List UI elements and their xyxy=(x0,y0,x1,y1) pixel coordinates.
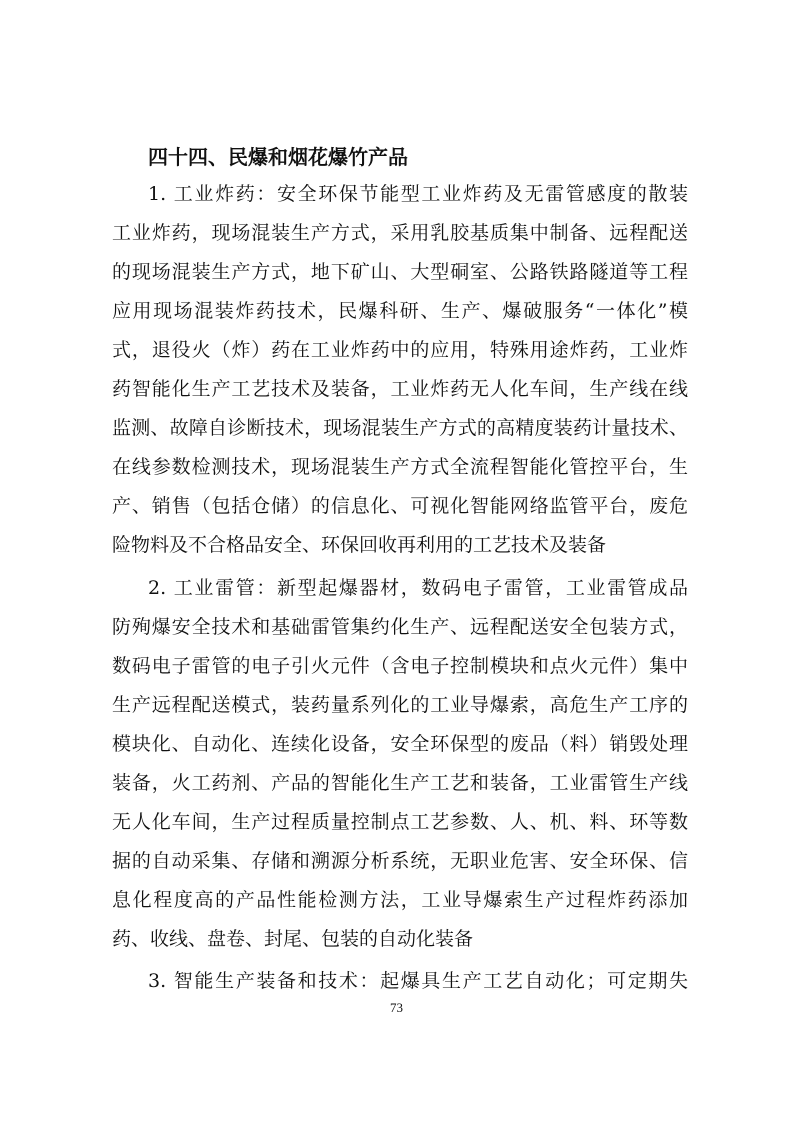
page-number: 73 xyxy=(390,1000,403,1015)
text-line: 药智能化生产工艺技术及装备，工业炸药无人化车间，生产线在线 xyxy=(112,378,688,400)
text-line: 1. 工业炸药：安全环保节能型工业炸药及无雷管感度的散装 xyxy=(148,183,688,205)
text-line: 模块化、自动化、连续化设备，安全环保型的废品（料）销毁处理 xyxy=(112,733,688,755)
section-heading: 四十四、民爆和烟花爆竹产品 xyxy=(148,145,408,169)
text-line: 防殉爆安全技术和基础雷管集约化生产、远程配送安全包装方式， xyxy=(112,616,688,638)
text-line: 3. 智能生产装备和技术：起爆具生产工艺自动化；可定期失 xyxy=(148,970,688,992)
text-line: 产、销售（包括仓储）的信息化、可视化智能网络监管平台，废危 xyxy=(112,495,688,517)
text-line: 的现场混装生产方式，地下矿山、大型硐室、公路铁路隧道等工程 xyxy=(112,261,688,283)
text-line: 险物料及不合格品安全、环保回收再利用的工艺技术及装备 xyxy=(112,534,607,556)
text-line: 装备，火工药剂、产品的智能化生产工艺和装备，工业雷管生产线 xyxy=(112,772,688,794)
text-line: 应用现场混装炸药技术，民爆科研、生产、爆破服务“一体化”模 xyxy=(112,300,688,322)
text-line: 监测、故障自诊断技术，现场混装生产方式的高精度装药计量技术、 xyxy=(112,417,688,439)
text-line: 工业炸药，现场混装生产方式，采用乳胶基质集中制备、远程配送 xyxy=(112,222,688,244)
text-line: 无人化车间，生产过程质量控制点工艺参数、人、机、料、环等数 xyxy=(112,811,688,833)
text-line: 据的自动采集、存储和溯源分析系统，无职业危害、安全环保、信 xyxy=(112,850,688,872)
text-line: 药、收线、盘卷、封尾、包装的自动化装备 xyxy=(112,928,474,950)
text-line: 生产远程配送模式，装药量系列化的工业导爆索，高危生产工序的 xyxy=(112,694,688,716)
text-line: 息化程度高的产品性能检测方法，工业导爆索生产过程炸药添加 xyxy=(112,889,688,911)
text-line: 式，退役火（炸）药在工业炸药中的应用，特殊用途炸药，工业炸 xyxy=(112,339,688,361)
text-line: 数码电子雷管的电子引火元件（含电子控制模块和点火元件）集中 xyxy=(112,655,688,677)
text-line: 在线参数检测技术，现场混装生产方式全流程智能化管控平台，生 xyxy=(112,456,688,478)
text-line: 2. 工业雷管：新型起爆器材，数码电子雷管，工业雷管成品 xyxy=(148,577,688,599)
